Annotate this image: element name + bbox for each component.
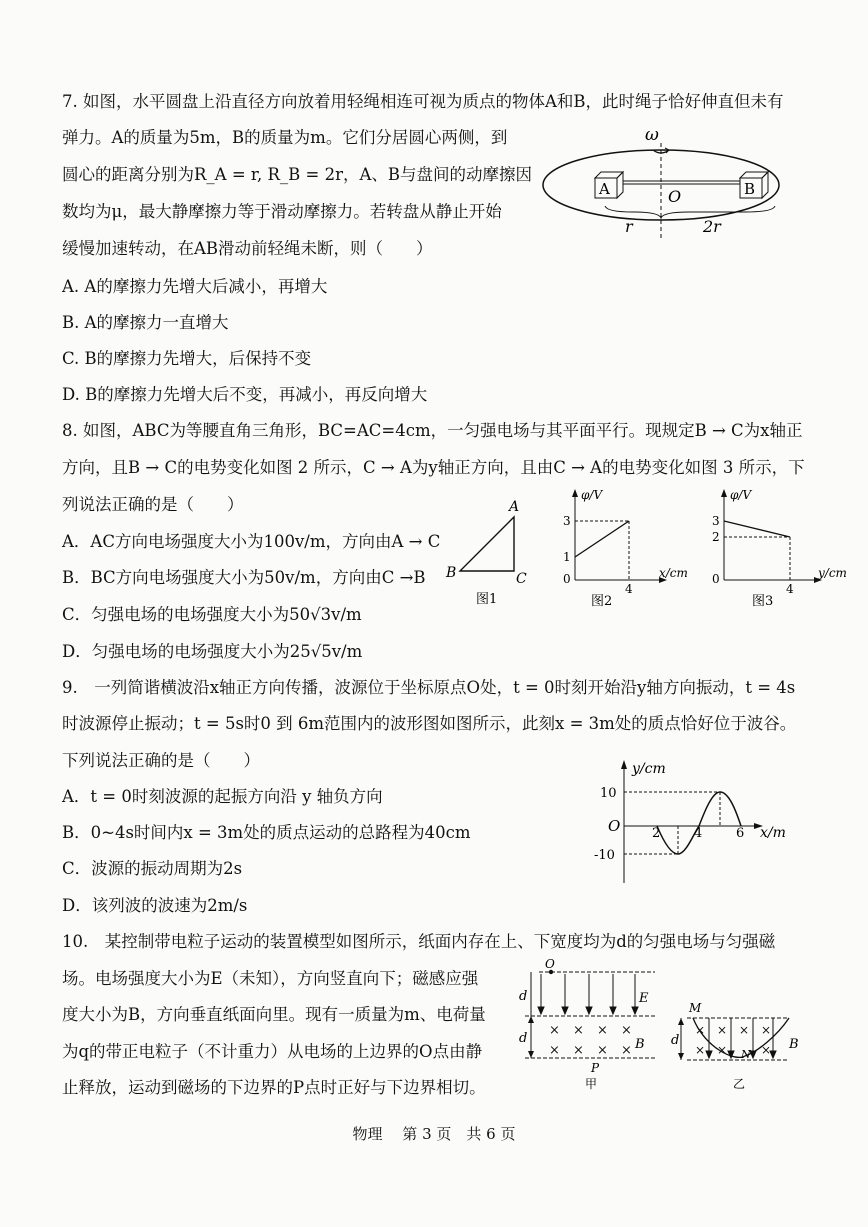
fig3-origin: 0: [712, 572, 720, 586]
svg-text:×: ×: [549, 1023, 560, 1038]
yi-d: d: [671, 1033, 680, 1048]
svg-text:×: ×: [695, 1043, 706, 1057]
r-label: r: [625, 217, 633, 236]
fig1-caption: 图1: [476, 592, 498, 607]
q10-fig-jia: [515, 958, 665, 1098]
fig2-origin: 0: [563, 572, 571, 586]
fig2-xtick-4: 4: [625, 582, 633, 596]
q7-option-d: D. B的摩擦力先增大后不变，再减小，再反向增大: [62, 385, 428, 404]
q10-line-2: 场。电场强度大小为E（未知），方向竖直向下；磁感应强: [62, 969, 479, 988]
fig2-ytick-1: 1: [563, 550, 571, 564]
yi-m: M: [689, 1001, 702, 1015]
q7-option-c: C. B的摩擦力先增大，后保持不变: [62, 349, 312, 368]
q9-ylabel: y/cm: [632, 761, 666, 777]
svg-text:×: ×: [597, 1043, 608, 1058]
jia-caption: 甲: [585, 1077, 598, 1091]
svg-text:×: ×: [695, 1023, 706, 1037]
q7-line-1: 7. 如图，水平圆盘上沿直径方向放着用轻绳相连可视为质点的物体A和B，此时绳子恰好伸直但未有: [62, 92, 784, 111]
omega-label: ω: [645, 125, 659, 145]
svg-text:×: ×: [717, 1043, 728, 1057]
jia-d-bottom: d: [519, 1031, 528, 1046]
q8-line-3: 列说法正确的是（ ）: [62, 495, 244, 514]
svg-text:×: ×: [549, 1043, 560, 1058]
q8-option-b: B．BC方向电场强度大小为50v/m，方向由C →B: [62, 568, 426, 587]
triangle-a: A: [509, 499, 520, 515]
q8-line-1: 8. 如图，ABC为等腰直角三角形，BC=AC=4cm，一匀强电场与其平面平行。现规定B → C为x轴正: [62, 421, 803, 440]
block-b-label: B: [744, 180, 756, 198]
q9-ytick-neg10: -10: [594, 848, 615, 863]
fig3-ytick-2: 2: [712, 530, 720, 544]
q9-ytick-10: 10: [600, 786, 617, 801]
svg-text:×: ×: [761, 1023, 772, 1037]
q7-turntable-figure: [535, 118, 825, 243]
svg-text:×: ×: [621, 1023, 632, 1038]
q10-line-4: 为q的带正电粒子（不计重力）从电场的上边界的O点由静: [62, 1042, 483, 1061]
q10-line-5: 止释放，运动到磁场的下边界的P点时正好与下边界相切。: [62, 1078, 486, 1097]
fig2-caption: 图2: [591, 594, 613, 609]
2r-label: 2r: [703, 217, 721, 236]
q7-line-3: 圆心的距离分别为R_A = r, R_B = 2r，A、B与盘间的动摩擦因: [62, 165, 533, 184]
q8-option-c: C．匀强电场的电场强度大小为50√3v/m: [62, 605, 362, 624]
q9-wave-figure: [590, 755, 790, 890]
q7-line-5: 缓慢加速转动，在AB滑动前轻绳未断，则（ ）: [62, 239, 433, 258]
q9-option-c: C．波源的振动周期为2s: [62, 859, 243, 878]
q8-line-2: 方向，且B → C的电势变化如图 2 所示，C → A为y轴正方向，且由C → A的电势变化如图 3 所示，下: [62, 458, 805, 477]
triangle-c: C: [516, 571, 527, 587]
q10-line-1: 10. 某控制带电粒子运动的装置模型如图所示，纸面内存在上、下宽度均为d的匀强电场与匀强磁: [62, 932, 776, 951]
svg-text:×: ×: [597, 1023, 608, 1038]
yi-b: B: [789, 1037, 799, 1052]
svg-text:×: ×: [573, 1043, 584, 1058]
yi-caption: 乙: [733, 1077, 746, 1091]
q9-line-1: 9. 一列简谐横波沿x轴正方向传播，波源位于坐标原点O处，t = 0时刻开始沿y轴方向振动，t = 4s: [62, 678, 796, 697]
q8-fig2-chart: [555, 485, 695, 610]
q8-fig1-triangle: [438, 495, 538, 610]
q8-option-d: D．匀强电场的电场强度大小为25√5v/m: [62, 642, 363, 661]
q9-line-2: 时波源停止振动；t = 5s时0 到 6m范围内的波形图如图所示，此刻x = 3m处的质点恰好位于波谷。: [62, 714, 797, 733]
block-a-label: A: [599, 180, 610, 198]
fig3-ylabel: φ/V: [730, 488, 752, 502]
jia-d-top: d: [519, 989, 528, 1004]
fig3-caption: 图3: [752, 594, 774, 609]
triangle-b: B: [446, 565, 457, 581]
fig3-xlabel: y/cm: [818, 566, 847, 580]
fig2-ylabel: φ/V: [581, 488, 603, 502]
svg-text:×: ×: [573, 1023, 584, 1038]
fig2-xlabel: x/cm: [659, 566, 688, 580]
jia-e: E: [639, 991, 649, 1006]
svg-text:×: ×: [739, 1023, 750, 1037]
q10-line-3: 度大小为B，方向垂直纸面向里。现有一质量为m、电荷量: [62, 1005, 486, 1024]
q9-option-b: B．0~4s时间内x = 3m处的质点运动的总路程为40cm: [62, 823, 471, 842]
svg-text:×: ×: [761, 1043, 772, 1057]
q9-origin: O: [608, 817, 621, 835]
q7-option-a: A. A的摩擦力先增大后减小，再增大: [62, 277, 328, 296]
q8-fig3-chart: [708, 485, 856, 610]
q9-xtick-2: 2: [652, 826, 661, 841]
jia-p: P: [591, 1061, 600, 1075]
q8-option-a: A．AC方向电场强度大小为100v/m，方向由A → C: [62, 532, 441, 551]
q7-line-4: 数均为μ，最大静摩擦力等于滑动摩擦力。若转盘从静止开始: [62, 202, 502, 221]
yi-n: N: [741, 1048, 751, 1061]
q7-option-b: B. A的摩擦力一直增大: [62, 313, 229, 332]
q9-line-3: 下列说法正确的是（ ）: [62, 751, 260, 770]
fig3-xtick-4: 4: [786, 582, 794, 596]
q9-xtick-6: 6: [736, 826, 745, 841]
q9-option-d: D．该列波的波速为2m/s: [62, 896, 248, 915]
fig2-ytick-3: 3: [563, 514, 571, 528]
svg-text:×: ×: [621, 1043, 632, 1058]
svg-text:×: ×: [717, 1023, 728, 1037]
q9-xtick-4: 4: [694, 826, 703, 841]
q9-xlabel: x/m: [760, 825, 786, 841]
jia-b: B: [635, 1037, 645, 1052]
q10-fig-yi: [665, 1000, 815, 1100]
center-o-label: O: [668, 187, 682, 206]
fig3-ytick-3: 3: [712, 514, 720, 528]
q7-line-2: 弹力。A的质量为5m，B的质量为m。它们分居圆心两侧，到: [62, 128, 508, 147]
page-footer: 物理 第 3 页 共 6 页: [352, 1125, 516, 1143]
jia-o: O: [545, 958, 555, 971]
q9-option-a: A．t = 0时刻波源的起振方向沿 y 轴负方向: [62, 787, 383, 806]
